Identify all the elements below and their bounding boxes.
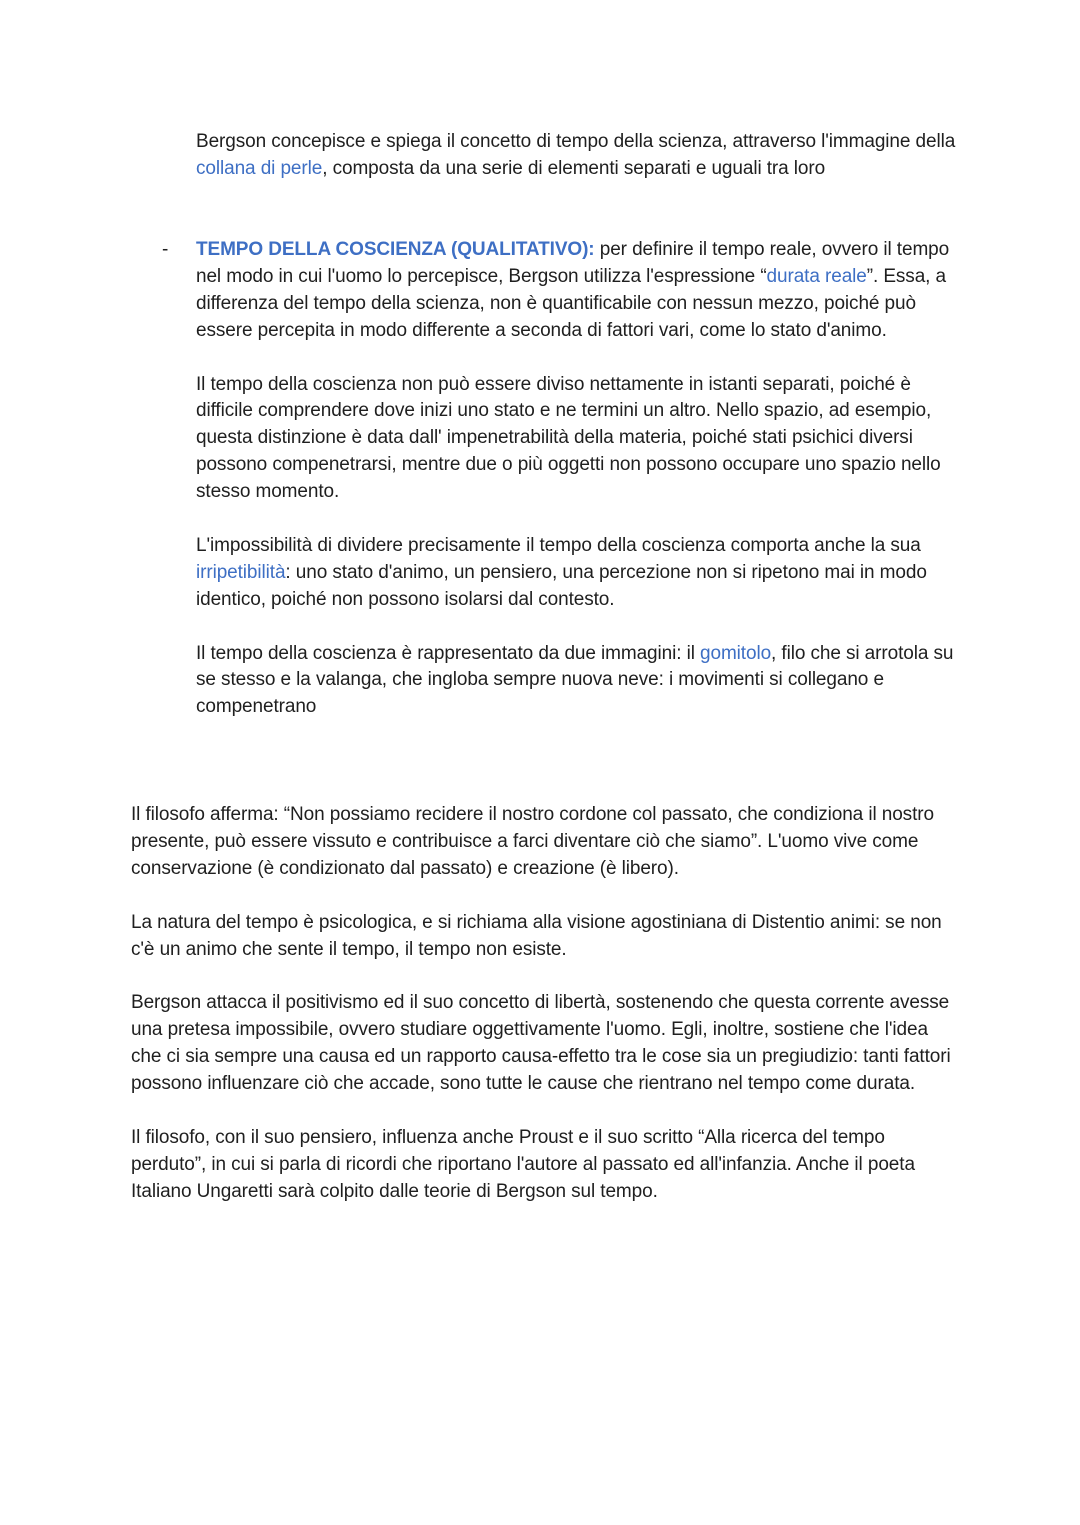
science-time-block (196, 129, 956, 183)
section-heading: TEMPO DELLA COSCIENZA (QUALITATIVO): (196, 239, 595, 260)
science-time-paragraph (196, 129, 956, 183)
text-span: ”. Essa, a differenza del tempo della scienza, non è quantificabile con nessun mezzo, poiché può essere percepita in modo differente a seconda di fattori vari, come lo stato d'animo. (196, 265, 946, 341)
text-span: Bergson concepisce e spiega il concetto di tempo della scienza, attraverso l'immagine della (196, 131, 956, 152)
text-span: Il tempo della coscienza è rappresentato da due immagini: il (196, 642, 701, 664)
consciousness-paragraph-4 (196, 641, 956, 722)
consciousness-paragraph-3 (196, 533, 956, 614)
consciousness-time-block (196, 237, 956, 721)
consciousness-paragraph-1 (196, 237, 956, 345)
text-span: , filo che si arrotola su se stesso e la valanga, che ingloba sempre nuova neve: i movimenti si collegano e compenetrano (196, 642, 954, 718)
highlight-durata-reale: durata reale (766, 265, 867, 287)
text-span: : uno stato d'animo, un pensiero, una percezione non si ripetono mai in modo identico, poiché non possono isolarsi dal contesto. (196, 561, 927, 610)
highlight-gomitolo: gomitolo (700, 642, 772, 664)
text-span: per definire il tempo reale, ovvero il tempo nel modo in cui l'uomo lo percepisce, Bergson utilizza l'espressione “ (196, 239, 950, 287)
paragraph-positivism: Bergson attacca il positivismo ed il suo concetto di libertà, sostenendo che questa corrente avesse una pretesa impossibile, ovvero studiare oggettivamente l'uomo. Egli, inoltre, sostiene che l'idea che ci sia sempre una causa ed un rapporto causa-effetto tra le cose sia un pregiudizio: tanti fattori possono influenzare ciò che accade, sono tutte le cause che rientrano nel tempo come durata. (131, 992, 951, 1095)
highlight-irripetibilita: irripetibilità (196, 561, 286, 583)
highlight-collana-di-perle: collana di perle (196, 157, 323, 179)
paragraph-quote: Il filosofo afferma: “Non possiamo recidere il nostro cordone col passato, che condiziona il nostro presente, può essere vissuto e contribuisce a farci diventare ciò che siamo”. L'uomo vive come conservazione (è condizionato dal passato) e creazione (è libero). (131, 804, 934, 879)
list-bullet-dash: - (162, 239, 169, 260)
paragraph-psychological-time: La natura del tempo è psicologica, e si richiama alla visione agostiniana di Distentio animi: se non c'è un animo che sente il tempo, il tempo non esiste. (131, 911, 942, 960)
body-text-block (131, 802, 951, 1206)
consciousness-paragraph-2: Il tempo della coscienza non può essere diviso nettamente in istanti separati, poiché è difficile comprendere dove inizi uno stato e ne termini un altro. Nello spazio, ad esempio, questa distinzione è data dall' impenetrabilità della materia, poiché stati psichici diversi possono compenetrarsi, mentre due o più oggetti non possono occupare uno spazio nello stesso momento. (196, 373, 941, 503)
text-span: , composta da una serie di elementi separati e uguali tra loro (322, 157, 826, 179)
paragraph-influence: Il filosofo, con il suo pensiero, influenza anche Proust e il suo scritto “Alla ricerca del tempo perduto”, in cui si parla di ricordi che riportano l'autore al passato ed all'infanzia. Anche il poeta Italiano Ungaretti sarà colpito dalle teorie di Bergson sul tempo. (131, 1126, 915, 1202)
text-span: L'impossibilità di dividere precisamente il tempo della coscienza comporta anche la sua (196, 534, 921, 556)
